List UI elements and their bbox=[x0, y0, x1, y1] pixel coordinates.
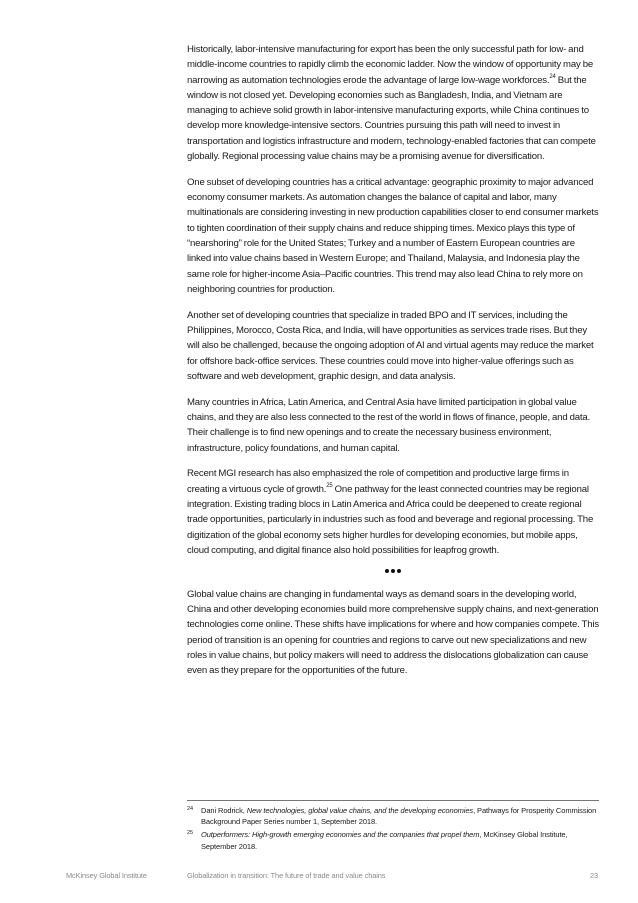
footnotes bbox=[187, 805, 599, 854]
paragraph-3: Another set of developing countries that specialize in traded BPO and IT services, including the Philippines, Morocco, Costa Rica, and India, will have opportunities as services trade rises. But they will also be challenged, because the ongoing adoption of AI and virtual agents may reduce the market for offshore back-office services. These countries could move into higher-value offerings such as software and web development, graphic design, and data analysis. bbox=[187, 309, 594, 382]
footnote-ref-24[interactable]: 24 bbox=[549, 73, 556, 80]
footnote-ref-25[interactable]: 25 bbox=[326, 483, 333, 490]
footnote-divider bbox=[187, 800, 599, 801]
paragraph-6: Global value chains are changing in fundamental ways as demand soars in the developing world, China and other developing economies build more comprehensive supply chains, and next-generation technologies come online. These shifts have implications for where and how companies compete. This period of transition is an opening for countries and regions to carve out new specializations and new roles in value chains, but policy makers will need to address the dislocations globalization can cause even as they prepare for the opportunities of the future. bbox=[187, 588, 599, 677]
section-separator-dots bbox=[187, 569, 599, 573]
footnote-24 bbox=[187, 805, 599, 827]
paragraph-5-text-b: One pathway for the least connected countries may be regional integration. Existing trading blocs in Latin America and Africa could be deepened to create regional trade opportunities, particularly in industries such as food and beverage and regional processing. The digitization of the global economy sets higher hurdles for developing economies, but mobile apps, cloud computing, and digital finance also hold possibilities for leapfrog growth. bbox=[187, 483, 594, 556]
footer-page-number: 23 bbox=[589, 871, 598, 880]
footnote-25 bbox=[187, 829, 599, 851]
paragraph-5 bbox=[187, 466, 599, 558]
paragraph-1-text-b: But the window is not closed yet. Developing economies such as Bangladesh, India, and Vietnam are managing to achieve solid growth in labor-intensive manufacturing exports, while China continues to develop more knowledge-intensive sectors. Countries pursuing this path will need to invest in transportation and logistics infrastructure and modern, technology-enabled factories that can compete globally. Regional processing value chains may be a promising avenue for diversification. bbox=[187, 74, 596, 163]
footer-publisher: McKinsey Global Institute bbox=[66, 871, 147, 880]
paragraph-4: Many countries in Africa, Latin America, and Central Asia have limited participation in global value chains, and they are also less connected to the rest of the world in flows of finance, people, and data. Their challenge is to find new openings and to create the necessary business environment, infrastructure, policy foundations, and human capital. bbox=[187, 396, 591, 454]
footnote-text: Dani Rodrick, New technologies, global value chains, and the developing economies, Pathways for Prosperity Commission Background Paper Series number 1, September 2018. bbox=[201, 806, 597, 827]
footnote-number: 24 bbox=[187, 806, 193, 812]
paragraph-1 bbox=[187, 42, 599, 164]
footnote-number: 25 bbox=[187, 830, 193, 837]
paragraph-2: One subset of developing countries has a critical advantage: geographic proximity to major advanced economy consumer markets. As automation changes the balance of capital and labor, many multinationals are considering investing in new production capabilities closer to end consumer markets to tighten coordination of their supply chains and reduce shipping times. Mexico plays this type of “nearshoring” role for the United States; Turkey and a number of Eastern European countries are linked into value chains based in Western Europe; and Thailand, Malaysia, and Indonesia play the same role for higher-income Asia–Pacific countries. This trend may also lead China to rely more on neighboring countries for production. bbox=[187, 176, 599, 295]
footer-report-title: Globalization in transition: The future of trade and value chains bbox=[187, 871, 386, 880]
paragraph-1-text-a: Historically, labor-intensive manufacturing for export has been the only successful path for low- and middle-income countries to rapidly climb the economic ladder. Now the window of opportunity may be narrowing as automation technologies erode the advantage of large low-wage workforces. bbox=[187, 44, 594, 86]
body-text bbox=[187, 42, 599, 689]
footnote-text: Outperformers: High-growth emerging economies and the companies that propel them, McKinsey Global Institute, September 2018. bbox=[201, 830, 568, 851]
paragraph-5-text-a: Recent MGI research has also emphasized the role of competition and productive large firms in creating a virtuous cycle of growth. bbox=[187, 468, 569, 495]
